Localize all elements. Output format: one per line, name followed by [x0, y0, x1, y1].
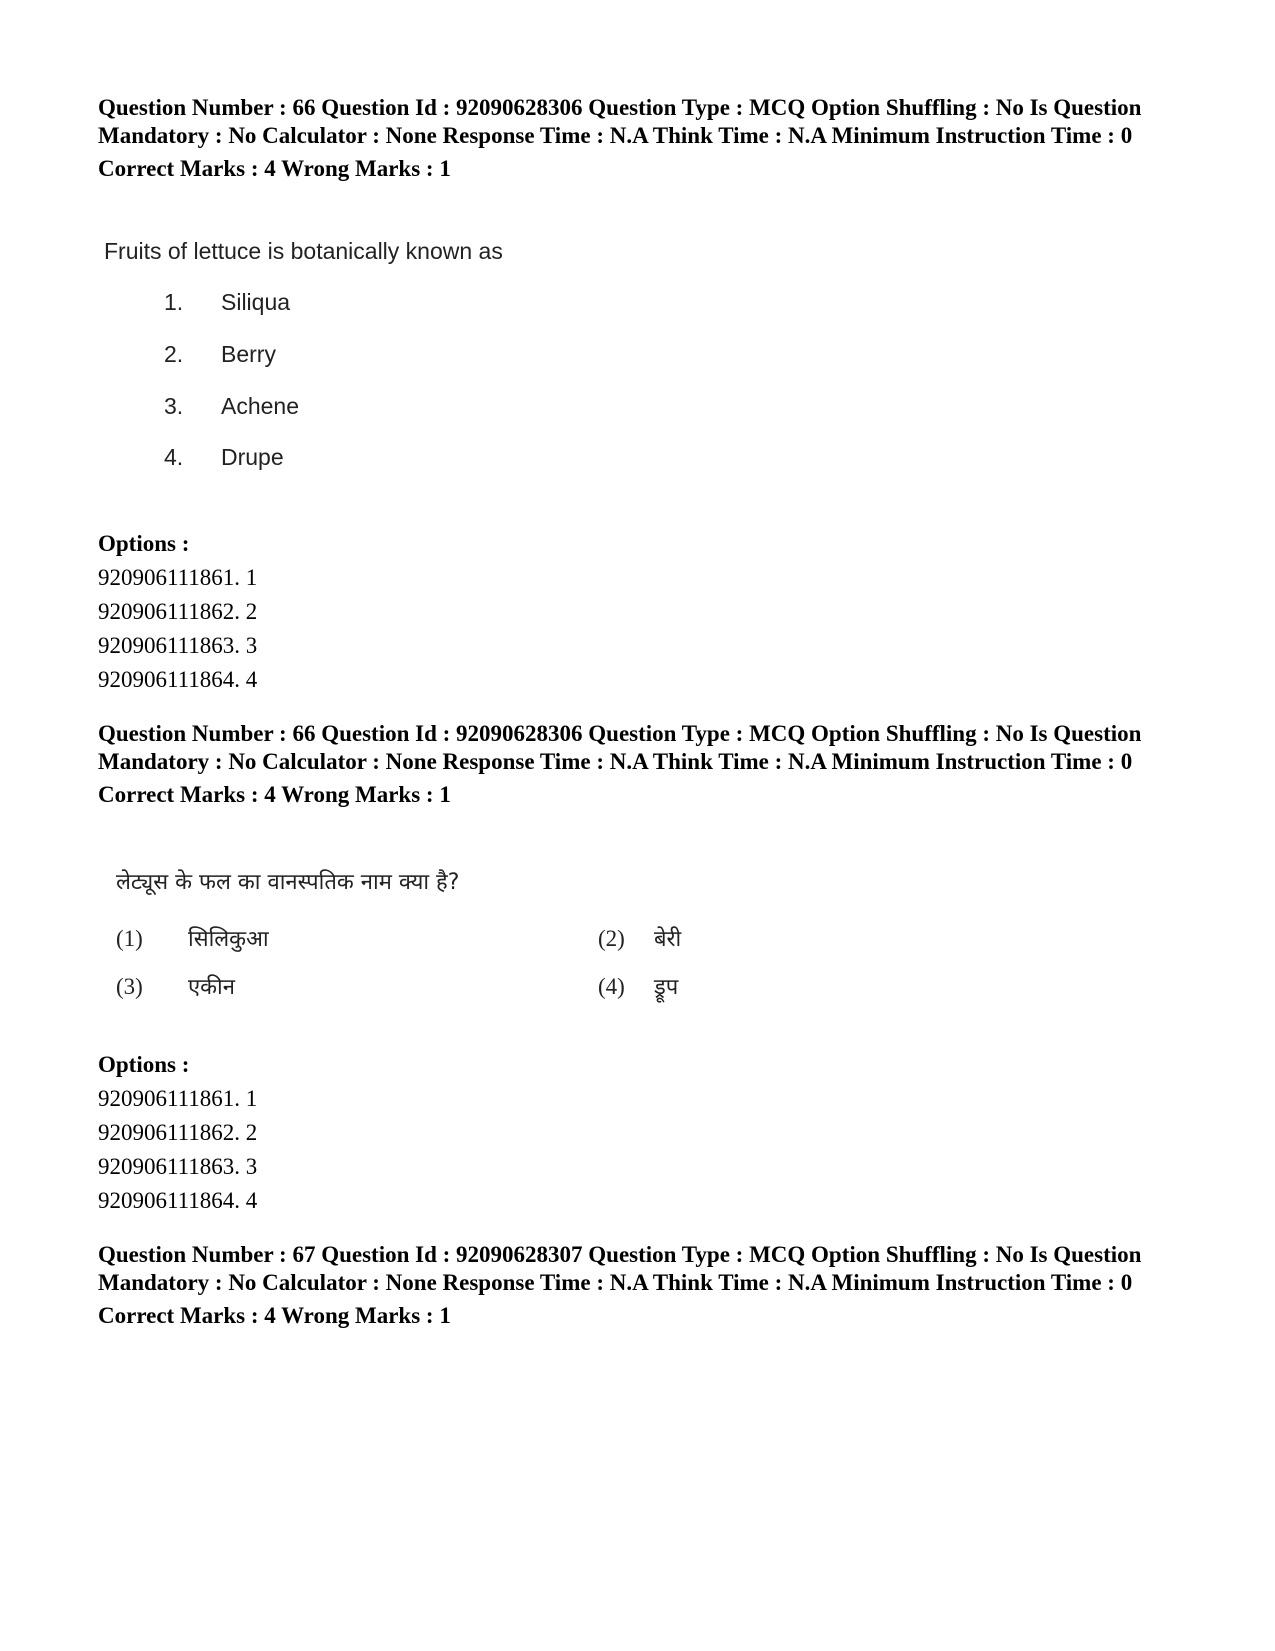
choice-text: बेरी	[654, 927, 682, 952]
question-meta: Question Number : 66 Question Id : 92090628306 Question Type : MCQ Option Shuffling : No Is Question Mandatory : No Calculator : None Response Time : N.A Think Time : N.A Minimum Instruction Time : 0	[98, 95, 1142, 148]
question-marks: Correct Marks : 4 Wrong Marks : 1	[98, 156, 451, 181]
choice-item	[598, 971, 678, 1001]
choice-item	[116, 971, 235, 1001]
option-line: 920906111864. 4	[98, 667, 258, 692]
question-header-1	[98, 94, 1188, 183]
choice-item	[116, 923, 269, 953]
option-line: 920906111861. 1	[98, 565, 258, 590]
question-image-hindi	[116, 866, 816, 1026]
choice-number: (1)	[116, 926, 143, 951]
choice-number: 1.	[164, 289, 184, 315]
question-meta: Question Number : 66 Question Id : 92090628306 Question Type : MCQ Option Shuffling : No Is Question Mandatory : No Calculator : None Response Time : N.A Think Time : N.A Minimum Instruction Time : 0	[98, 721, 1142, 774]
options-list-1	[98, 530, 1188, 697]
choice-text: Berry	[221, 341, 276, 367]
choice-number: 3.	[164, 393, 184, 419]
option-line: 920906111863. 3	[98, 633, 258, 658]
choice-number: 2.	[164, 341, 184, 367]
choice-text: ड्रूप	[654, 975, 679, 1000]
option-line: 920906111861. 1	[98, 1086, 258, 1111]
choice-text: एकीन	[188, 975, 235, 1000]
question-marks: Correct Marks : 4 Wrong Marks : 1	[98, 782, 451, 807]
choice-text: सिलिकुआ	[188, 927, 269, 952]
option-line: 920906111864. 4	[98, 1188, 258, 1213]
choice-text: Siliqua	[221, 289, 291, 315]
options-list-2	[98, 1051, 1188, 1218]
question-stem: Fruits of lettuce is botanically known as	[104, 238, 503, 264]
choice-number: 4.	[164, 444, 184, 470]
question-image-english	[104, 238, 704, 488]
question-header-3	[98, 1241, 1188, 1330]
question-marks: Correct Marks : 4 Wrong Marks : 1	[98, 1303, 451, 1328]
choice-number: (3)	[116, 974, 143, 999]
question-header-2	[98, 720, 1188, 809]
option-line: 920906111862. 2	[98, 599, 258, 624]
question-meta: Question Number : 67 Question Id : 92090628307 Question Type : MCQ Option Shuffling : No Is Question Mandatory : No Calculator : None Response Time : N.A Think Time : N.A Minimum Instruction Time : 0	[98, 1242, 1142, 1295]
choice-text: Drupe	[221, 444, 284, 470]
options-label: Options :	[98, 531, 190, 556]
choice-number: (4)	[598, 974, 625, 999]
choice-item	[598, 923, 681, 953]
question-stem: लेट्यूस के फल का वानस्पतिक नाम क्या है?	[116, 870, 460, 895]
choice-number: (2)	[598, 926, 625, 951]
choice-text: Achene	[221, 393, 300, 419]
option-line: 920906111862. 2	[98, 1120, 258, 1145]
option-line: 920906111863. 3	[98, 1154, 258, 1179]
options-label: Options :	[98, 1052, 190, 1077]
